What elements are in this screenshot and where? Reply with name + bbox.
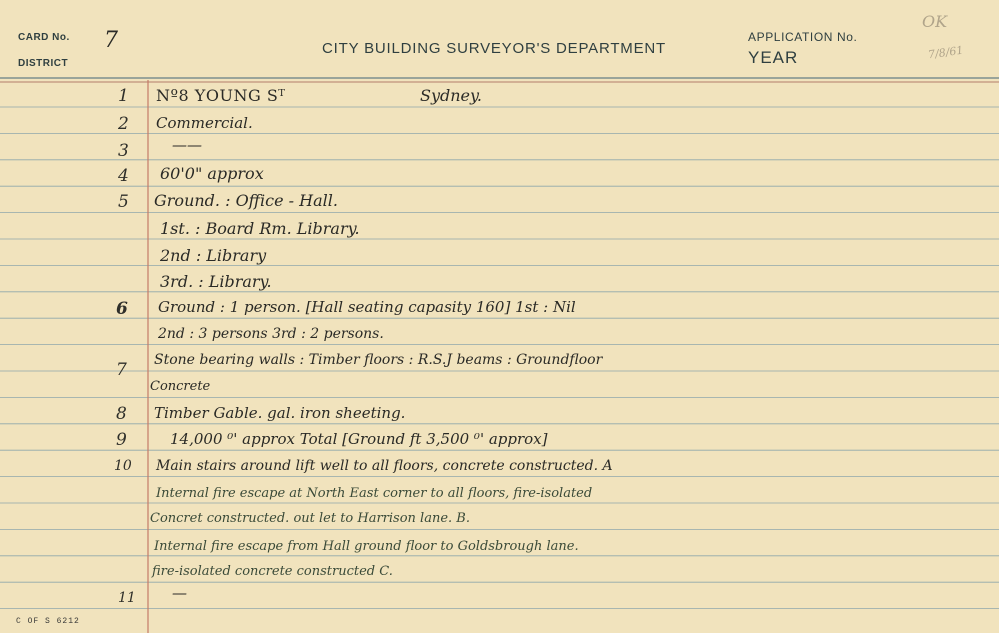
entry-7-line-1: Stone bearing walls : Timber floors : R.S.J beams : Groundfloor xyxy=(154,352,603,368)
entry-10-line-4: Internal fire escape from Hall ground floor to Goldsbrough lane. xyxy=(154,539,579,554)
entry-5-line-2: 1st. : Board Rm. Library. xyxy=(160,219,360,238)
entry-number-5: 5 xyxy=(118,192,129,212)
application-label: APPLICATION No. xyxy=(748,30,858,44)
entry-10-line-1: Main stairs around lift well to all floors, concrete constructed. A xyxy=(156,458,613,474)
entry-10-line-3: Concret constructed. out let to Harrison lane. B. xyxy=(150,511,470,526)
district-label: DISTRICT xyxy=(18,58,69,69)
entry-6-line-2: 2nd : 3 persons 3rd : 2 persons. xyxy=(158,326,384,342)
entry-1-city: Sydney. xyxy=(420,86,483,105)
entry-number-3: 3 xyxy=(118,141,129,161)
department-title: CITY BUILDING SURVEYOR'S DEPARTMENT xyxy=(322,40,666,57)
entry-number-8: 8 xyxy=(116,404,127,424)
entry-10-line-2: Internal fire escape at North East corner to all floors, fire-isolated xyxy=(156,486,593,501)
entry-number-11: 11 xyxy=(118,590,136,606)
entry-5-line-1: Ground. : Office - Hall. xyxy=(154,191,338,210)
entry-number-6: 6 xyxy=(116,299,128,319)
form-code: C OF S 6212 xyxy=(16,617,80,626)
entry-number-4: 4 xyxy=(118,166,129,186)
entry-number-10: 10 xyxy=(114,458,132,474)
entry-1-address: Nº8 YOUNG Sᵀ xyxy=(156,86,286,105)
corner-pencil-note: OK xyxy=(922,12,948,31)
entry-7-line-2: Concrete xyxy=(150,379,211,394)
entry-number-9: 9 xyxy=(116,430,127,450)
year-label: YEAR xyxy=(748,48,799,67)
corner-pencil-date: 7/8/61 xyxy=(927,43,965,62)
header-underline xyxy=(0,78,999,82)
entry-number-7: 7 xyxy=(116,360,127,380)
entry-11-dash: — xyxy=(172,584,187,602)
entry-8-line: Timber Gable. gal. iron sheeting. xyxy=(154,404,406,422)
entry-4-line: 60'0" approx xyxy=(160,164,264,183)
card-no-value: 7 xyxy=(104,28,118,53)
entry-2-line: Commercial. xyxy=(156,114,253,132)
entry-10-line-5: fire-isolated concrete constructed C. xyxy=(152,564,393,579)
entry-6-line-1: Ground : 1 person. [Hall seating capasity 160] 1st : Nil xyxy=(158,298,576,316)
entry-number-1: 1 xyxy=(118,86,129,106)
entry-5-line-3: 2nd : Library xyxy=(160,246,267,265)
entry-number-2: 2 xyxy=(118,114,129,134)
entry-3-dash: —— xyxy=(172,136,202,154)
entry-5-line-4: 3rd. : Library. xyxy=(160,272,272,291)
card-no-label: CARD No. xyxy=(18,32,70,43)
entry-9-line: 14,000 ⁰' approx Total [Ground ft 3,500 ⁰' approx] xyxy=(170,430,548,448)
